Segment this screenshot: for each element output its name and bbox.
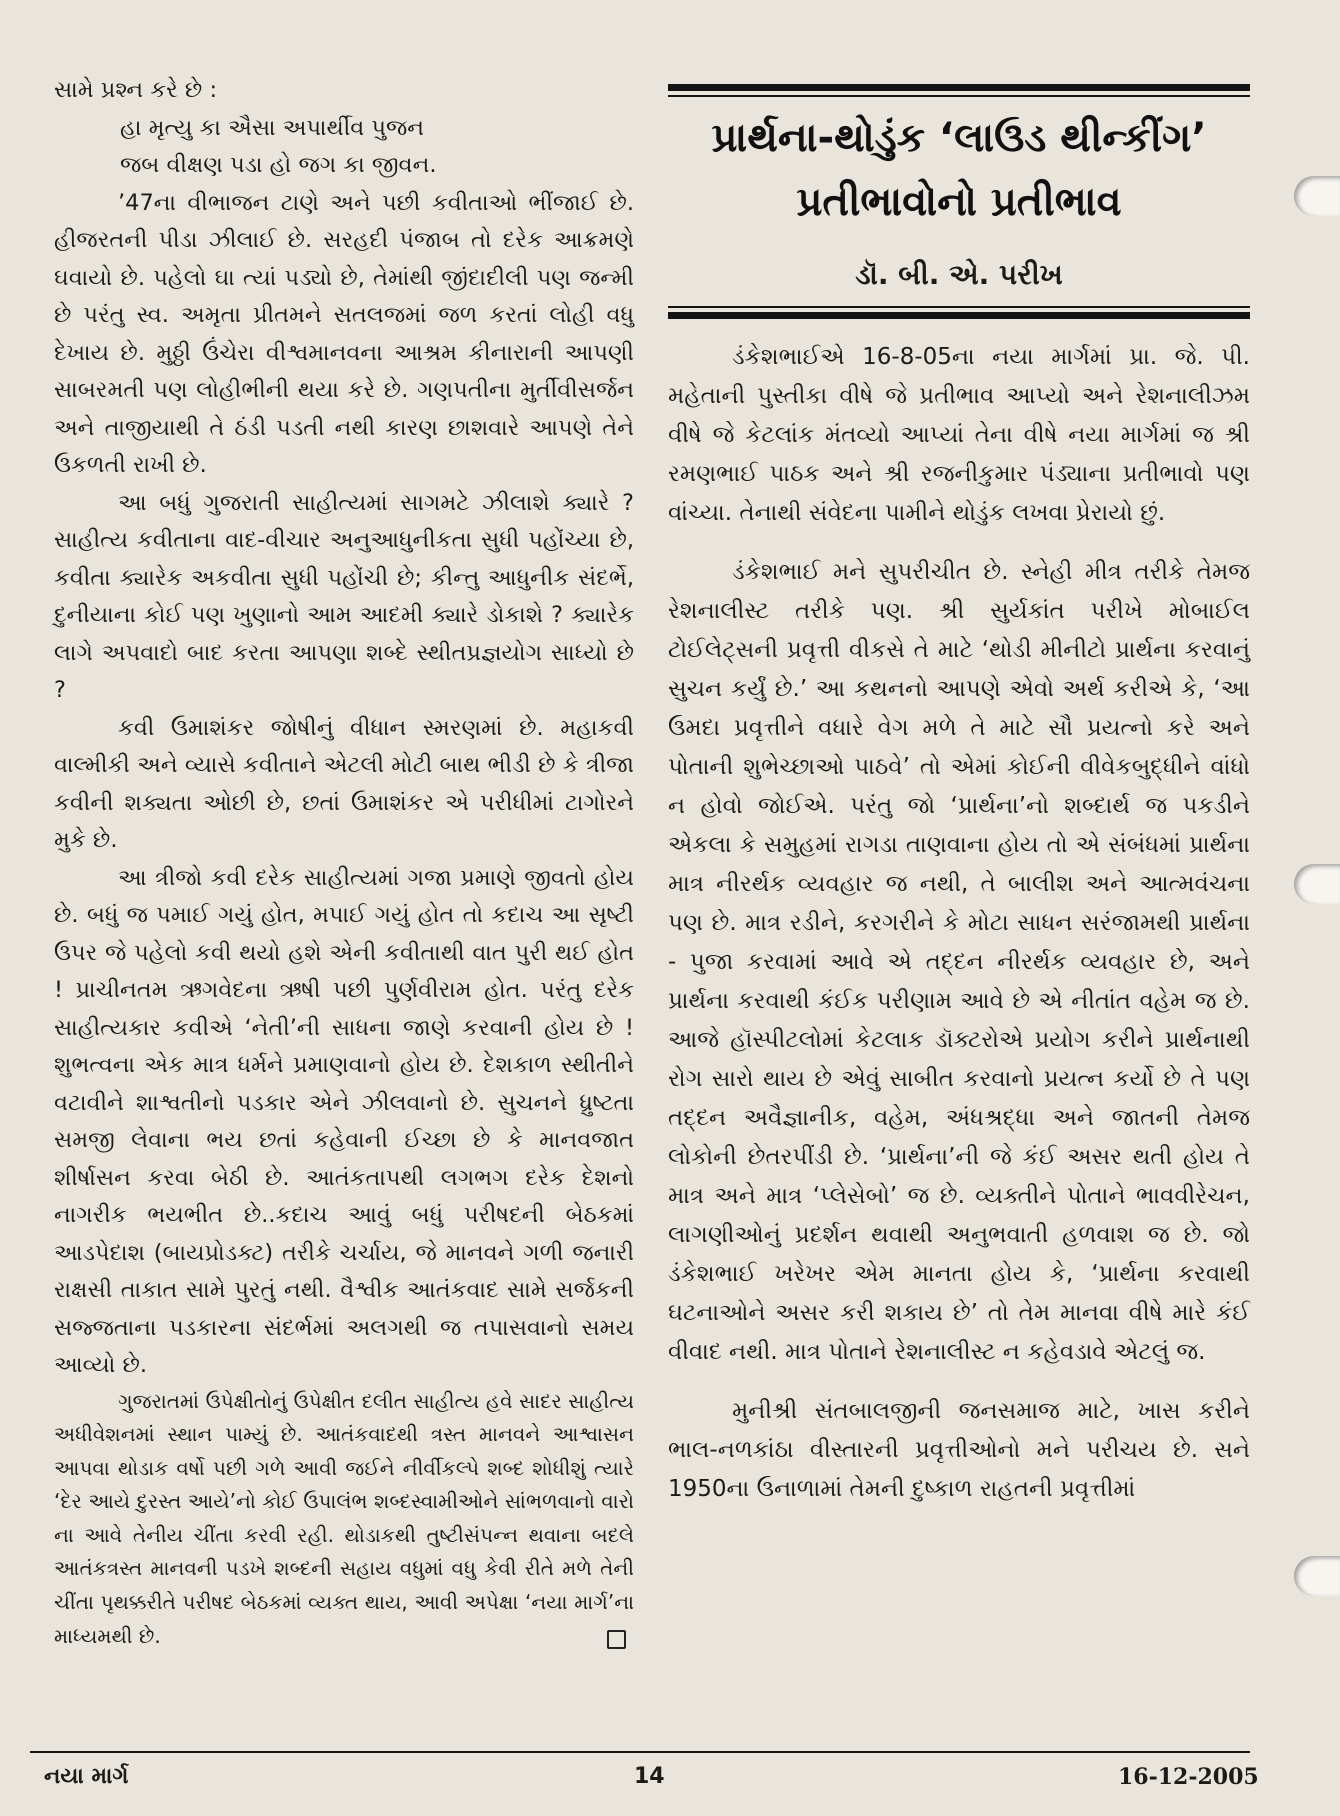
header-rule-top — [668, 84, 1250, 91]
end-of-article-icon — [607, 1630, 626, 1649]
paragraph: મુનીશ્રી સંતબાલજીની જનસમાજ માટે, ખાસ કરીને ભાલ-નળકાંઠા વીસ્તારની પ્રવૃત્તીઓનો મને પરીચય છે. સને 1950ના ઉનાળામાં તેમની દુષ્કાળ રાહતની પ્રવૃત્તીમાં — [668, 1398, 1250, 1502]
footer-date: 16-12-2005 — [1118, 1764, 1259, 1790]
paragraph — [54, 1385, 634, 1654]
article-author: ડૉ. બી. એ. પરીખ — [855, 258, 1063, 291]
header-rule-top-thin — [668, 95, 1250, 97]
paragraph-text: ગુજરાતમાં ઉપેક્ષીતોનું ઉપેક્ષીત દલીત સાહીત્ય હવે સાદર સાહીત્ય અધીવેશનમાં સ્થાન પામ્યું છે. આતંકવાદથી ત્રસ્ત માનવને આશ્વાસન આપવા થોડાક વર્ષો પછી ગળે આવી જઈને નીર્વીકલ્પે શબ્દ શોધીશું ત્યારે ‘દેર આયે દુરસ્ત આયે’નો કોઈ ઉપાલંભ શબ્દસ્વામીઓને સાંભળવાનો વારો ના આવે તેનીય ચીંતા કરવી રહી. થોડાકથી તુષ્ટીસંપન્ન થવાના બદલે આતંકત્રસ્ત માનવની પડખે શબ્દની સહાય વધુમાં વધુ કેવી રીતે મળે તેની ચીંતા પૃથક્કરીતે પરીષદ બેઠકમાં વ્યક્ત થાય, આવી અપેક્ષા ‘નયા માર્ગ’ના માધ્યમથી છે. — [54, 1388, 634, 1648]
paragraph: ’47ના વીભાજન ટાણે અને પછી કવીતાઓ ભીંજાઈ છે. હીજરતની પીડા ઝીલાઈ છે. સરહદી પંજાબ તો દરેક આક્રમણે ઘવાયો છે. પહેલો ઘા ત્યાં પડ્યો છે, તેમાંથી જીંદાદીલી પણ જન્મી છે પરંતુ સ્વ. અમૃતા પ્રીતમને સતલજમાં જળ કરતાં લોહી વધુ દેખાય છે. મુઠ્ઠી ઉંચેરા વીશ્વમાનવના આશ્રમ કીનારાની આપણી સાબરમતી પણ લોહીભીની થયા કરે છે. ગણપતીના મુર્તીવીસર્જન અને તાજીયાથી તે ઠંડી પડતી નથી કારણ છાશવારે આપણે તેને ઉકળતી રાખી છે. — [54, 189, 634, 478]
page-number: 14 — [634, 1764, 665, 1789]
punch-hole — [1294, 864, 1340, 904]
article-title: પ્રાર્થના-થોડુંક ‘લાઉડ થીન્કીંગ’ — [711, 115, 1207, 161]
header-rule-bottom-thin — [668, 306, 1250, 308]
header-rule-bottom — [668, 312, 1250, 319]
punch-hole — [1294, 1556, 1340, 1596]
footer-rule — [30, 1751, 1250, 1753]
right-column — [668, 338, 1250, 1509]
punch-hole — [1294, 176, 1340, 216]
verse-line: જબ વીક્ષણ પડા હો જગ કા જીવન. — [120, 152, 437, 178]
paragraph: આ ત્રીજો કવી દરેક સાહીત્યમાં ગજા પ્રમાણે જીવતો હોય છે. બધું જ પમાઈ ગયું હોત, મપાઈ ગયું હોત તો કદાચ આ સૃષ્ટી ઉપર જે પહેલો કવી થયો હશે એની કવીતાથી વાત પુરી થઈ હોત ! પ્રાચીનતમ ઋગવેદના ઋષી પછી પુર્ણવીરામ હોત. પરંતુ દરેક સાહીત્યકાર કવીએ ‘નેતી’ની સાધના જાણે કરવાની હોય છે ! શુભત્વના એક માત્ર ધર્મને પ્રમાણવાનો હોય છે. દેશકાળ સ્થીતીને વટાવીને શાશ્વતીનો પડકાર એને ઝીલવાનો છે. સુચનને ધ્રુષ્ટતા સમજી લેવાના ભય છતાં કહેવાની ઈચ્છા છે કે માનવજાત શીર્ષાસન કરવા બેઠી છે. આતંકતાપથી લગભગ દરેક દેશનો નાગરીક ભયભીત છે..કદાચ આવું બધું પરીષદની બેઠકમાં આડપેદાશ (બાયપ્રોડક્ટ) તરીકે ચર્ચાય, જે માનવને ગળી જનારી રાક્ષસી તાકાત સામે પુરતું નથી. વૈશ્વીક આતંકવાદ સામે સર્જકની સજ્જતાના પડકારના સંદર્ભમાં અલગથી જ તપાસવાનો સમય આવ્યો છે. — [54, 864, 634, 1378]
article-subtitle: પ્રતીભાવોનો પ્રતીભાવ — [796, 179, 1122, 225]
paragraph: ડંકેશભાઈએ 16-8-05ના નયા માર્ગમાં પ્રા. જે. પી. મહેતાની પુસ્તીકા વીષે જે પ્રતીભાવ આપ્યો અને રેશનાલીઝમ વીષે જે કેટલાંક મંતવ્યો આપ્યાં તેના વીષે નયા માર્ગમાં જ શ્રી રમણભાઈ પાઠક અને શ્રી રજનીકુમાર પંડ્યાના પ્રતીભાવો પણ વાંચ્યા. તેનાથી સંવેદના પામીને થોડુંક લખવા પ્રેરાયો છું. — [668, 344, 1250, 526]
paragraph: ડંકેશભાઈ મને સુપરીચીત છે. સ્નેહી મીત્ર તરીકે તેમજ રેશનાલીસ્ટ તરીકે પણ. શ્રી સુર્યકાંત પરીખે મોબાઈલ ટોઈલેટ્સની પ્રવૃત્તી વીકસે તે માટે ‘થોડી મીનીટો પ્રાર્થના કરવાનું સુચન કર્યું છે.’ આ કથનનો આપણે એવો અર્થ કરીએ કે, ‘આ ઉમદા પ્રવૃત્તીને વધારે વેગ મળે તે માટે સૌ પ્રયત્નો કરે અને પોતાની શુભેચ્છાઓ પાઠવે’ તો એમાં કોઈની વીવેકબુદ્ધીને વાંધો ન હોવો જોઈએ. પરંતુ જો ‘પ્રાર્થના’નો શબ્દાર્થ જ પકડીને એકલા કે સમુહમાં રાગડા તાણવાના હોય તો એ સંબંધમાં પ્રાર્થના માત્ર નીરર્થક વ્યવહાર જ નથી, તે બાલીશ અને આત્મવંચના પણ છે. માત્ર રડીને, કરગરીને કે મોટા સાધન સરંજામથી પ્રાર્થના - પુજા કરવામાં આવે એ તદ્દન નીરર્થક વ્યવહાર છે, અને પ્રાર્થના કરવાથી કંઈક પરીણામ આવે છે એ નીતાંત વહેમ જ છે. આજે હૉસ્પીટલોમાં કેટલાક ડૉક્ટરોએ પ્રયોગ કરીને પ્રાર્થનાથી રોગ સારો થાય છે એવું સાબીત કરવાનો પ્રયત્ન કર્યો છે તે પણ તદ્દન અવૈજ્ઞાનીક, વહેમ, અંધશ્રદ્ધા અને જાતની તેમજ લોકોની છેતરપીંડી છે. ‘પ્રાર્થના’ની જે કંઈ અસર થતી હોય તે માત્ર અને માત્ર ‘પ્લેસેબો’ જ છે. વ્યક્તીને પોતાને ભાવવીરેચન, લાગણીઓનું પ્રદર્શન થવાથી અનુભવાતી હળવાશ જ છે. જો ડંકેશભાઈ ખરેખર એમ માનતા હોય કે, ‘પ્રાર્થના કરવાથી ઘટનાઓને અસર કરી શકાય છે’ તો તેમ માનવા વીષે મારે કંઈ વીવાદ નથી. માત્ર પોતાને રેશનાલીસ્ટ ન કહેવડાવે એટલું જ. — [668, 559, 1250, 1365]
left-column — [54, 72, 634, 1653]
paragraph: આ બધું ગુજરાતી સાહીત્યમાં સાગમટે ઝીલાશે ક્યારે ? સાહીત્ય કવીતાના વાદ-વીચાર અનુઆધુનીકતા સુધી પહોંચ્યા છે, કવીતા ક્યારેક અકવીતા સુધી પહોંચી છે; કીન્તુ આધુનીક સંદર્ભે, દુનીયાના કોઈ પણ ખુણાનો આમ આદમી ક્યારે ડોકાશે ? ક્યારેક લાગે અપવાદો બાદ કરતા આપણા શબ્દે સ્થીતપ્રજ્ઞયોગ સાધ્યો છે ? — [54, 489, 634, 703]
verse-line: હા મૃત્યુ કા ઐસા અપાર્થીવ પુજન — [120, 114, 425, 141]
footer-magazine-name: નયા માર્ગ — [44, 1764, 129, 1789]
paragraph: સામે પ્રશ્ન કરે છે : — [54, 77, 218, 103]
paragraph: કવી ઉમાશંકર જોષીનું વીધાન સ્મરણમાં છે. મહાકવી વાલ્મીકી અને વ્યાસે કવીતાને એટલી મોટી બાથ ભીડી છે કે ત્રીજા કવીની શક્યતા ઓછી છે, છતાં ઉમાશંકર એ પરીધીમાં ટાગોરને મુકે છે. — [54, 714, 634, 853]
